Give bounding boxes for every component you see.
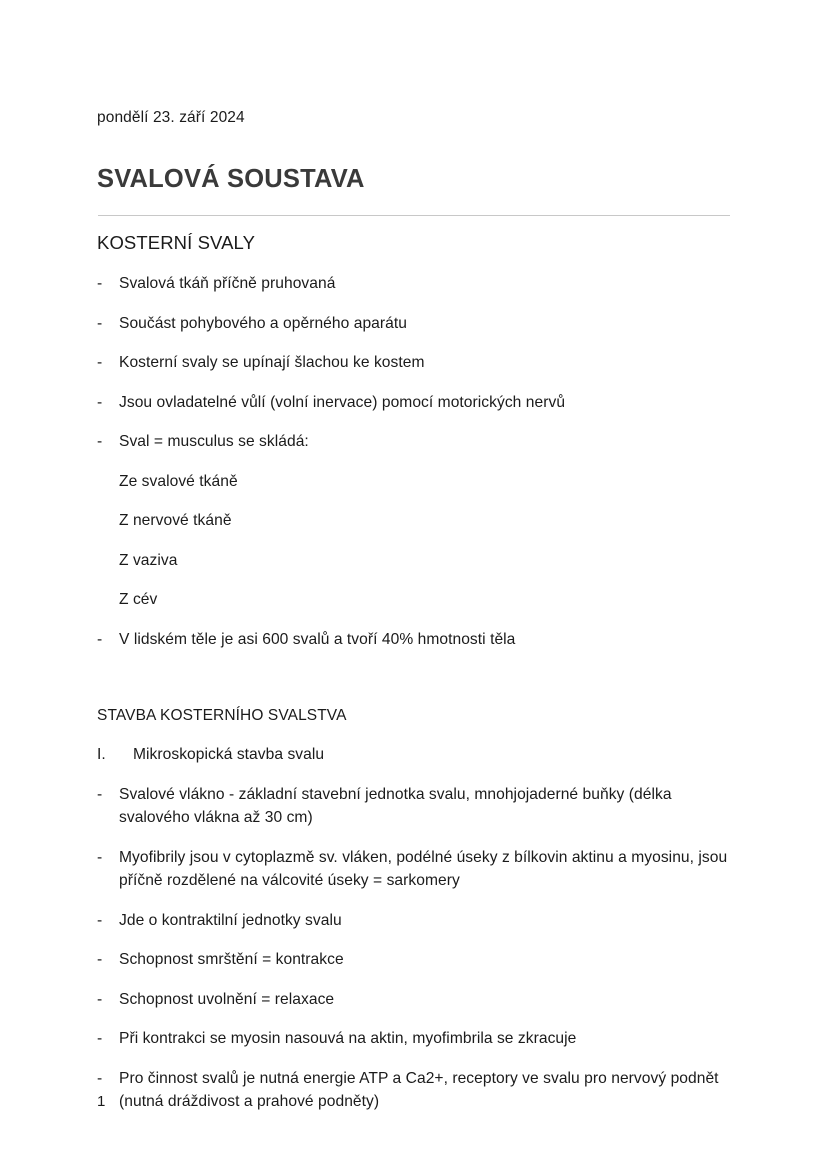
list-marker: - xyxy=(97,275,103,292)
list-marker: I. xyxy=(97,746,106,763)
list-item xyxy=(97,743,730,767)
document-title: SVALOVÁ SOUSTAVA xyxy=(97,165,365,193)
list-item xyxy=(97,312,730,336)
list-item-text: Schopnost smrštění = kontrakce xyxy=(119,951,344,968)
list-item-text: Jsou ovladatelné vůlí (volní inervace) pomocí motorických nervů xyxy=(119,393,566,411)
list-marker: - xyxy=(97,630,103,648)
document-date: pondělí 23. září 2024 xyxy=(97,109,245,126)
page-number: 1 xyxy=(97,1093,106,1110)
list-item-text: Svalová tkáň příčně pruhovaná xyxy=(119,275,336,292)
list-item-text: Svalové vlákno - základní stavební jednotka svalu, mnohjojaderné buňky (délka svalového vlákna až 30 cm) xyxy=(119,785,672,826)
section-one-heading: KOSTERNÍ SVALY xyxy=(97,232,256,253)
list-item-text: Ze svalové tkáně xyxy=(119,472,238,490)
list-marker: - xyxy=(97,785,103,803)
list-item xyxy=(97,1067,730,1114)
list-marker: - xyxy=(97,393,103,411)
list-item xyxy=(97,948,730,972)
list-marker: - xyxy=(97,1030,103,1047)
list-item xyxy=(97,430,730,454)
list-item-text: Při kontrakci se myosin nasouvá na aktin, myofimbrila se zkracuje xyxy=(119,1030,577,1047)
list-item xyxy=(97,351,730,375)
list-item xyxy=(97,549,730,573)
list-marker: - xyxy=(97,911,103,929)
list-marker: - xyxy=(97,354,103,371)
section-spacer xyxy=(97,651,730,705)
list-item xyxy=(97,588,730,612)
list-item-text: Sval = musculus se skládá: xyxy=(119,433,309,450)
section-one-list xyxy=(97,272,730,651)
list-item-text: Součást pohybového a opěrného aparátu xyxy=(119,314,407,332)
list-item-text: V lidském těle je asi 600 svalů a tvoří 40% hmotnosti těla xyxy=(119,630,516,648)
title-divider xyxy=(98,215,730,216)
list-item xyxy=(97,846,730,893)
list-item xyxy=(97,272,730,296)
list-item xyxy=(97,783,730,830)
list-item xyxy=(97,509,730,533)
section-two-list xyxy=(97,743,730,1114)
list-item xyxy=(97,909,730,933)
list-item-text: Mikroskopická stavba svalu xyxy=(133,746,325,763)
list-item-text: Z cév xyxy=(119,591,158,608)
list-item-text: Z vaziva xyxy=(119,551,178,569)
list-item-text: Schopnost uvolnění = relaxace xyxy=(119,990,335,1008)
list-item xyxy=(97,391,730,415)
list-item xyxy=(97,988,730,1012)
list-marker: - xyxy=(97,433,103,450)
list-item xyxy=(97,628,730,652)
section-two-heading: STAVBA KOSTERNÍHO SVALSTVA xyxy=(97,707,347,724)
list-marker: - xyxy=(97,314,103,332)
list-item xyxy=(97,470,730,494)
list-marker: - xyxy=(97,951,103,968)
list-item-text: Pro činnost svalů je nutná energie ATP a Ca2+, receptory ve svalu pro nervový podnět (nutná dráždivost a prahové podněty) xyxy=(119,1069,719,1110)
list-marker: - xyxy=(97,990,103,1008)
list-marker: - xyxy=(97,848,103,866)
list-item-text: Myofibrily jsou v cytoplazmě sv. vláken, podélné úseky z bílkovin aktinu a myosinu, jsou příčně rozdělené na válcovité úseky = sarkomery xyxy=(119,848,728,889)
list-item-text: Kosterní svaly se upínají šlachou ke kostem xyxy=(119,354,425,371)
list-item xyxy=(97,1027,730,1051)
list-item-text: Z nervové tkáně xyxy=(119,512,232,529)
list-marker: - xyxy=(97,1069,103,1087)
list-item-text: Jde o kontraktilní jednotky svalu xyxy=(119,911,342,929)
